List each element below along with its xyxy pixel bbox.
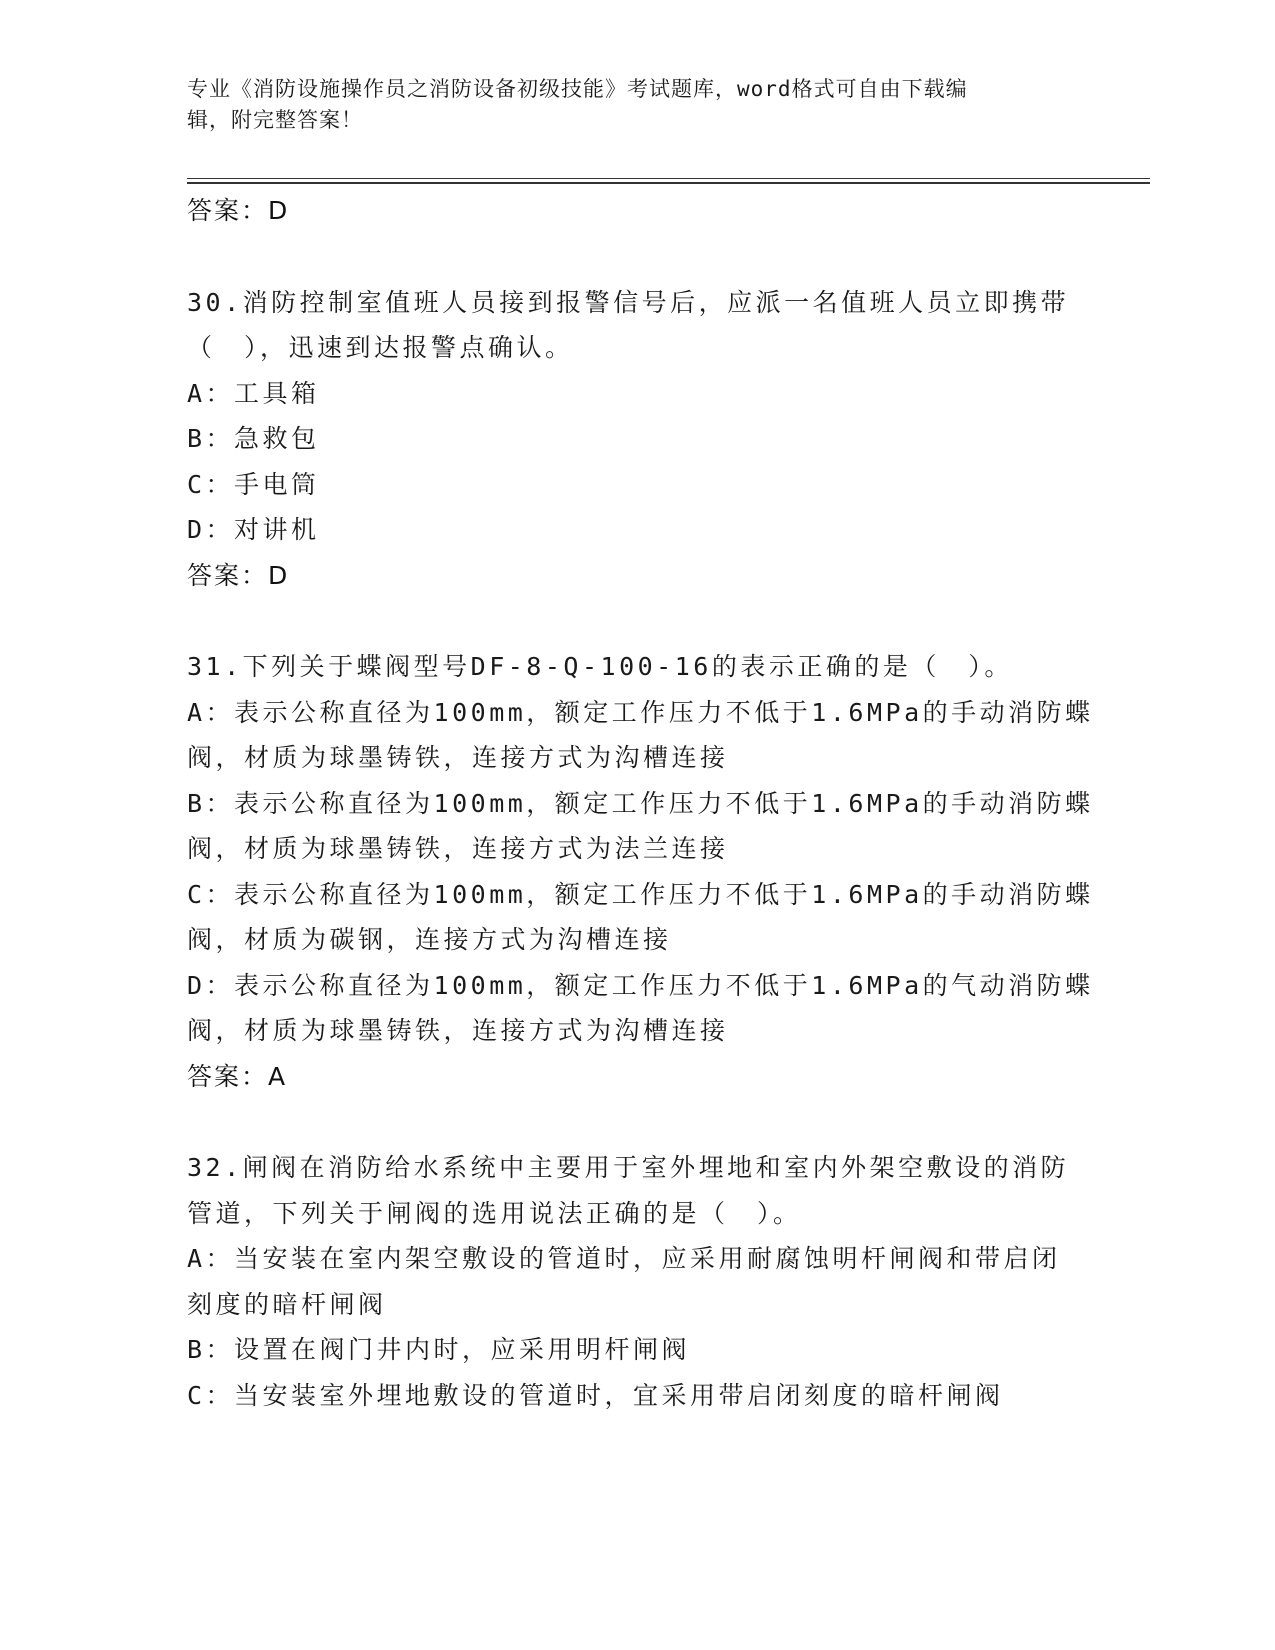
question-32 [187,1145,1087,1418]
option-c: C：表示公称直径为100mm，额定工作压力不低于1.6MPa的手动消防蝶 [187,879,1094,909]
option-a-continued: 刻度的暗杆闸阀 [187,1289,387,1319]
option-b-continued: 阀，材质为球墨铸铁，连接方式为法兰连接 [187,834,729,863]
document-body [187,188,1094,1418]
option-d: D：对讲机 [187,515,320,544]
option-b: B：表示公称直径为100mm，额定工作压力不低于1.6MPa的手动消防蝶 [187,788,1094,818]
option-a: A：表示公称直径为100mm，额定工作压力不低于1.6MPa的手动消防蝶 [187,697,1094,727]
question-stem-line: 30.消防控制室值班人员接到报警信号后，应派一名值班人员立即携带 [187,287,1070,317]
header-line-1: 专业《消防设施操作员之消防设备初级技能》考试题库，word格式可自由下载编 [187,77,968,101]
previous-answer: 答案：D [187,196,290,225]
option-b: B：设置在阀门井内时，应采用明杆闸阀 [187,1335,691,1364]
question-stem-line: 32.闸阀在消防给水系统中主要用于室外埋地和室内外架空敷设的消防 [187,1153,1070,1182]
option-d-continued: 阀，材质为球墨铸铁，连接方式为沟槽连接 [187,1016,729,1045]
option-a-continued: 阀，材质为球墨铸铁，连接方式为沟槽连接 [187,743,729,772]
option-d: D：表示公称直径为100mm，额定工作压力不低于1.6MPa的气动消防蝶 [187,970,1094,1000]
question-stem-line: 31.下列关于蝶阀型号DF-8-Q-100-16的表示正确的是（ ）。 [187,652,1013,681]
question-30 [187,280,1087,599]
option-c: C：当安装室外埋地敷设的管道时，宜采用带启闭刻度的暗杆闸阀 [187,1380,1004,1410]
header-divider-thick [187,182,1150,184]
option-c-continued: 阀，材质为碳钢，连接方式为沟槽连接 [187,925,672,954]
question-stem-line: 管道，下列关于闸阀的选用说法正确的是（ ）。 [187,1198,802,1228]
option-b: B：急救包 [187,424,320,453]
header-divider-thin [187,178,1150,179]
option-c: C：手电筒 [187,469,320,499]
answer: 答案：A [187,1061,288,1091]
header-line-2: 辑，附完整答案！ [187,108,363,132]
option-a: A：当安装在室内架空敷设的管道时，应采用耐腐蚀明杆闸阀和带启闭 [187,1244,1061,1273]
question-stem-line: （ ），迅速到达报警点确认。 [187,333,574,362]
document-header [187,74,1067,136]
answer: 答案：D [187,560,290,590]
question-31 [187,644,1094,1099]
option-a: A：工具箱 [187,378,320,408]
